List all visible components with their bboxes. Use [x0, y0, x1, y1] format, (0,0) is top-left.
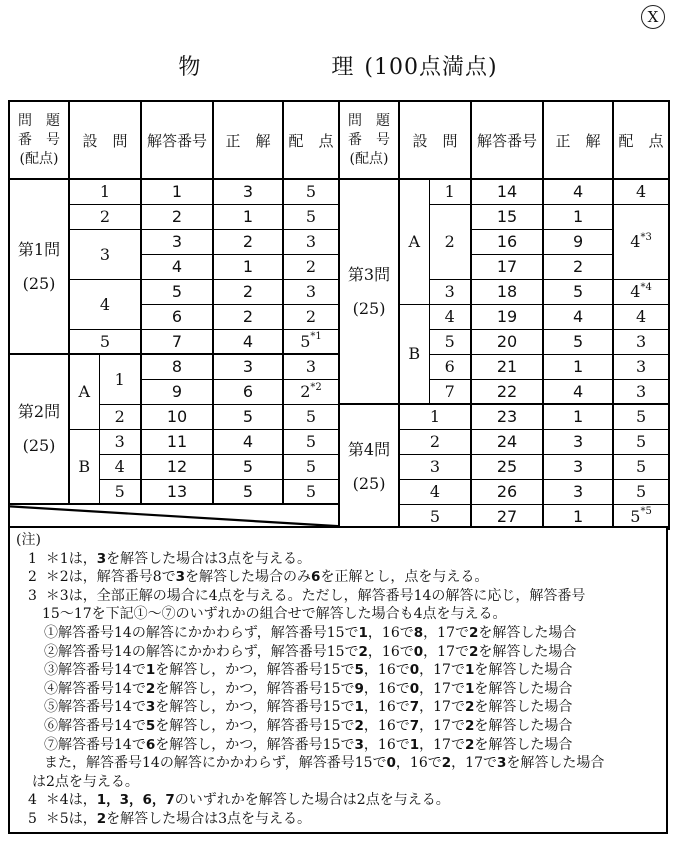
note-text: を解答した場合は3点を与える。: [106, 550, 312, 567]
answer-number-cell: 8: [141, 354, 213, 379]
points-cell: 5: [613, 479, 669, 504]
points-cell: 4$^{*3}$: [613, 204, 669, 279]
answer-number-cell: 21: [471, 354, 543, 379]
note-bold-digit: 1: [358, 624, 368, 641]
points-cell: 5$^{*5}$: [613, 504, 669, 529]
note-text: ④解答番号14で: [44, 680, 146, 697]
note-text: を解答した場合: [474, 717, 573, 734]
note-bold-digit: 3: [354, 736, 364, 753]
correct-answer-cell: 4: [543, 179, 613, 204]
answer-number-cell: 17: [471, 254, 543, 279]
question-cell: 4: [99, 454, 141, 479]
note-line: [10, 698, 666, 717]
question-cell: 3: [429, 279, 471, 304]
answer-number-cell: 14: [471, 179, 543, 204]
answer-number-cell: 20: [471, 329, 543, 354]
correct-answer-cell: 5: [543, 329, 613, 354]
note-text: ，17で: [423, 643, 469, 660]
note-line: [10, 661, 666, 680]
circled-x-letter: X: [647, 7, 659, 26]
note-bold-digit: 8: [413, 624, 424, 641]
question-cell: 5: [69, 329, 141, 354]
header-correct-answer: 正 解: [213, 101, 283, 179]
points-footnote-mark: *3: [640, 231, 652, 243]
circled-x-mark: [641, 5, 665, 29]
note-bold-digit: 1: [354, 699, 364, 716]
question-cell: 5: [99, 479, 141, 504]
group-a-label: A: [399, 179, 429, 304]
note-text: を解答し，かつ，解答番号15で: [155, 662, 355, 679]
subject-char-right: 理: [331, 55, 355, 80]
note-text: ，16で: [363, 680, 410, 697]
note-line: [10, 680, 666, 699]
question-cell: 3: [99, 429, 141, 454]
question-cell: 2: [429, 204, 471, 279]
group-a-label: A: [69, 354, 99, 429]
header-points: 配 点: [613, 101, 669, 179]
correct-answer-cell: 1: [543, 504, 613, 529]
note-line: [10, 624, 666, 643]
answer-number-cell: 23: [471, 404, 543, 429]
note-bold-digit: 2: [96, 810, 107, 827]
page-title: [0, 50, 676, 81]
points-cell: 5: [613, 429, 669, 454]
correct-answer-cell: 1: [543, 404, 613, 429]
diagonal-line: [10, 505, 338, 528]
header-setsumon: 設 問: [399, 101, 471, 179]
note-text: ③解答番号14で: [44, 662, 146, 679]
note-bold-digit: 0: [409, 680, 420, 697]
correct-answer-cell: 3: [213, 354, 283, 379]
points-footnote-mark: *5: [640, 506, 652, 518]
note-text: を解答した場合: [474, 680, 573, 697]
note-line: [10, 810, 666, 829]
correct-answer-cell: 6: [213, 379, 283, 404]
correct-answer-cell: 1: [543, 204, 613, 229]
note-text: ，17で: [419, 680, 465, 697]
correct-answer-cell: 4: [213, 429, 283, 454]
points-cell: 5: [283, 204, 339, 229]
note-bold-digit: 2: [464, 717, 475, 734]
note-text: 15〜17を下記①〜⑦のいずれかの組合せで解答した場合も4点を与える。: [42, 606, 507, 623]
points-footnote-mark: *4: [640, 281, 652, 293]
header-question-number: 問 題 番 号 (配点): [339, 101, 399, 179]
note-text: を解答し，かつ，解答番号15で: [155, 736, 355, 753]
header-question-number: 問 題 番 号 (配点): [9, 101, 69, 179]
note-text: ，16で: [367, 624, 414, 641]
note-bold-digit: 9: [354, 680, 364, 697]
note-bold-digit: 3: [496, 755, 507, 772]
note-bold-digit: 1: [464, 662, 475, 679]
question-cell: 3: [69, 229, 141, 279]
correct-answer-cell: 3: [543, 429, 613, 454]
answer-number-cell: 6: [141, 304, 213, 329]
correct-answer-cell: 2: [543, 254, 613, 279]
note-text: ，17で: [419, 699, 465, 716]
answer-number-cell: 3: [141, 229, 213, 254]
note-line: [10, 791, 666, 810]
answer-number-cell: 9: [141, 379, 213, 404]
points-cell: 3: [613, 379, 669, 404]
points-cell: 5: [283, 429, 339, 454]
correct-answer-cell: 2: [213, 304, 283, 329]
section-3-label: 第3問 (25): [339, 179, 399, 404]
question-cell: 5: [399, 504, 471, 529]
note-text: また，解答番号14の解答にかかわらず，解答番号15で: [44, 755, 387, 772]
answer-number-cell: 5: [141, 279, 213, 304]
answer-number-cell: 25: [471, 454, 543, 479]
note-bold-digit: 1: [409, 736, 420, 753]
question-cell: 5: [429, 329, 471, 354]
note-text: を解答した場合: [474, 699, 573, 716]
note-bold-digit: 2: [464, 736, 475, 753]
note-text: を解答した場合: [474, 736, 573, 753]
section-1-label: 第1問 (25): [9, 179, 69, 354]
note-text: ⑦解答番号14で: [44, 736, 146, 753]
note-line: [10, 568, 666, 587]
points-cell: 5: [283, 179, 339, 204]
note-text: 3 ＊3は，全部正解の場合に4点を与える。ただし，解答番号14の解答に応じ，解答番号: [28, 587, 586, 604]
note-text: 5 ＊5は，: [28, 810, 97, 827]
answer-number-cell: 11: [141, 429, 213, 454]
question-cell: 3: [399, 454, 471, 479]
note-bold-digit: 6: [145, 736, 156, 753]
answer-number-cell: 4: [141, 254, 213, 279]
question-cell: 1: [429, 179, 471, 204]
correct-answer-cell: 3: [543, 479, 613, 504]
correct-answer-cell: 9: [543, 229, 613, 254]
points-footnote-mark: *1: [310, 331, 322, 343]
header-correct-answer: 正 解: [543, 101, 613, 179]
answer-number-cell: 10: [141, 404, 213, 429]
question-cell: 6: [429, 354, 471, 379]
question-cell: 1: [99, 354, 141, 404]
points-cell: 4: [613, 179, 669, 204]
section-2-label: 第2問 (25): [9, 354, 69, 504]
question-cell: 4: [69, 279, 141, 329]
note-text: ⑤解答番号14で: [44, 699, 146, 716]
points-cell: 3: [613, 354, 669, 379]
note-text: を解答した場合のみ: [185, 569, 312, 586]
note-text: (注): [16, 532, 41, 548]
correct-answer-cell: 1: [213, 254, 283, 279]
answer-number-cell: 7: [141, 329, 213, 354]
note-text: を解答し，かつ，解答番号15で: [155, 680, 355, 697]
note-text: ，16で: [363, 736, 410, 753]
note-line: [10, 773, 666, 792]
group-b-label: B: [399, 304, 429, 404]
note-bold-digit: 7: [409, 699, 420, 716]
note-line: [10, 643, 666, 662]
note-text: ，16で: [363, 717, 410, 734]
note-bold-digit: 1，3，6，7: [96, 792, 175, 809]
points-cell: 3: [283, 279, 339, 304]
note-line: [10, 587, 666, 606]
note-bold-digit: 2: [464, 699, 475, 716]
header-points: 配 点: [283, 101, 339, 179]
correct-answer-cell: 5: [213, 479, 283, 504]
note-text: ，16で: [395, 755, 442, 772]
note-text: ，17で: [419, 662, 465, 679]
correct-answer-cell: 1: [543, 354, 613, 379]
notes-list: [10, 531, 666, 829]
note-text: ②解答番号14の解答にかかわらず，解答番号15で: [44, 643, 359, 660]
points-cell: 3: [283, 354, 339, 379]
correct-answer-cell: 1: [213, 204, 283, 229]
note-text: は2点を与える。: [32, 773, 139, 790]
note-text: ，16で: [367, 643, 414, 660]
points-footnote-mark: *2: [310, 381, 322, 393]
answer-number-cell: 15: [471, 204, 543, 229]
correct-answer-cell: 2: [213, 279, 283, 304]
note-bold-digit: 3: [145, 699, 156, 716]
note-line: [10, 717, 666, 736]
note-text: を解答した場合: [506, 755, 605, 772]
points-cell: 4$^{*4}$: [613, 279, 669, 304]
full-marks-note: (100点満点): [364, 55, 498, 80]
group-b-label: B: [69, 429, 99, 504]
note-line: [10, 605, 666, 624]
note-text: ，17で: [451, 755, 497, 772]
correct-answer-cell: 4: [543, 304, 613, 329]
note-text: を解答した場合: [478, 624, 577, 641]
note-bold-digit: 7: [409, 717, 420, 734]
note-bold-digit: 2: [441, 755, 452, 772]
note-text: ，17で: [419, 736, 465, 753]
points-cell: 3: [283, 229, 339, 254]
note-bold-digit: 5: [354, 662, 364, 679]
table-row: [9, 179, 339, 204]
note-line: [10, 754, 666, 773]
table-row: [339, 404, 669, 429]
points-cell: 4: [613, 304, 669, 329]
question-cell: 1: [69, 179, 141, 204]
answer-number-cell: 27: [471, 504, 543, 529]
correct-answer-cell: 2: [213, 229, 283, 254]
table-row: [9, 354, 339, 379]
points-cell: 2: [283, 254, 339, 279]
note-text: ①解答番号14の解答にかかわらず，解答番号15で: [44, 624, 359, 641]
points-cell: 5: [283, 454, 339, 479]
answer-table-left: [8, 100, 340, 530]
correct-answer-cell: 5: [213, 404, 283, 429]
note-text: ，17で: [423, 624, 469, 641]
note-text: を解答した場合は3点を与える。: [106, 810, 312, 827]
correct-answer-cell: 4: [543, 379, 613, 404]
answer-number-cell: 12: [141, 454, 213, 479]
note-bold-digit: 1: [145, 662, 156, 679]
section-4-label: 第4問 (25): [339, 404, 399, 529]
note-bold-digit: 0: [386, 755, 396, 772]
note-bold-digit: 2: [468, 624, 479, 641]
question-cell: 4: [429, 304, 471, 329]
answer-number-cell: 24: [471, 429, 543, 454]
answer-number-cell: 18: [471, 279, 543, 304]
note-line: [10, 531, 666, 550]
note-text: ，17で: [419, 717, 465, 734]
answer-number-cell: 19: [471, 304, 543, 329]
header-answer-number: 解答番号: [141, 101, 213, 179]
points-cell: 3: [613, 329, 669, 354]
note-line: [10, 550, 666, 569]
correct-answer-cell: 5: [213, 454, 283, 479]
question-cell: 7: [429, 379, 471, 404]
note-text: ，16で: [363, 662, 410, 679]
answer-number-cell: 2: [141, 204, 213, 229]
note-text: を解答した場合: [474, 662, 573, 679]
correct-answer-cell: 4: [213, 329, 283, 354]
answer-number-cell: 16: [471, 229, 543, 254]
note-text: 1 ＊1は，: [28, 550, 97, 567]
note-text: を解答した場合: [478, 643, 577, 660]
header-setsumon: 設 問: [69, 101, 141, 179]
note-text: 4 ＊4は，: [28, 792, 97, 809]
note-bold-digit: 2: [358, 643, 368, 660]
header-answer-number: 解答番号: [471, 101, 543, 179]
note-bold-digit: 3: [96, 550, 107, 567]
note-bold-digit: 1: [464, 680, 475, 697]
note-text: を正解とし，点を与える。: [320, 569, 489, 586]
note-text: 2 ＊2は，解答番号8で: [28, 569, 176, 586]
question-cell: 1: [399, 404, 471, 429]
points-cell: 5: [283, 479, 339, 504]
table-row: [339, 179, 669, 204]
answer-number-cell: 13: [141, 479, 213, 504]
note-text: を解答し，かつ，解答番号15で: [155, 699, 355, 716]
note-bold-digit: 2: [468, 643, 479, 660]
answer-number-cell: 1: [141, 179, 213, 204]
question-cell: 2: [399, 429, 471, 454]
points-cell: 5: [283, 404, 339, 429]
correct-answer-cell: 3: [543, 454, 613, 479]
subject-char-left: 物: [178, 55, 202, 80]
points-cell: 5: [613, 454, 669, 479]
correct-answer-cell: 3: [213, 179, 283, 204]
note-bold-digit: 2: [354, 717, 364, 734]
note-bold-digit: 0: [409, 662, 420, 679]
note-bold-digit: 5: [145, 717, 156, 734]
note-text: のいずれかを解答した場合は2点を与える。: [174, 792, 450, 809]
note-bold-digit: 0: [413, 643, 424, 660]
answer-number-cell: 22: [471, 379, 543, 404]
correct-answer-cell: 5: [543, 279, 613, 304]
points-cell: 2$^{*2}$: [283, 379, 339, 404]
question-cell: 2: [99, 404, 141, 429]
note-bold-digit: 2: [145, 680, 156, 697]
note-text: ⑥解答番号14で: [44, 717, 146, 734]
points-cell: 5$^{*1}$: [283, 329, 339, 354]
note-bold-digit: 6: [311, 569, 321, 586]
answer-number-cell: 26: [471, 479, 543, 504]
answer-table-right: [338, 100, 670, 530]
note-text: ，16で: [363, 699, 410, 716]
note-line: [10, 736, 666, 755]
note-text: を解答し，かつ，解答番号15で: [155, 717, 355, 734]
points-cell: 5: [613, 404, 669, 429]
points-cell: 2: [283, 304, 339, 329]
notes-box: [8, 526, 668, 834]
answer-tables: [8, 100, 668, 530]
note-bold-digit: 3: [175, 569, 186, 586]
question-cell: 2: [69, 204, 141, 229]
question-cell: 4: [399, 479, 471, 504]
